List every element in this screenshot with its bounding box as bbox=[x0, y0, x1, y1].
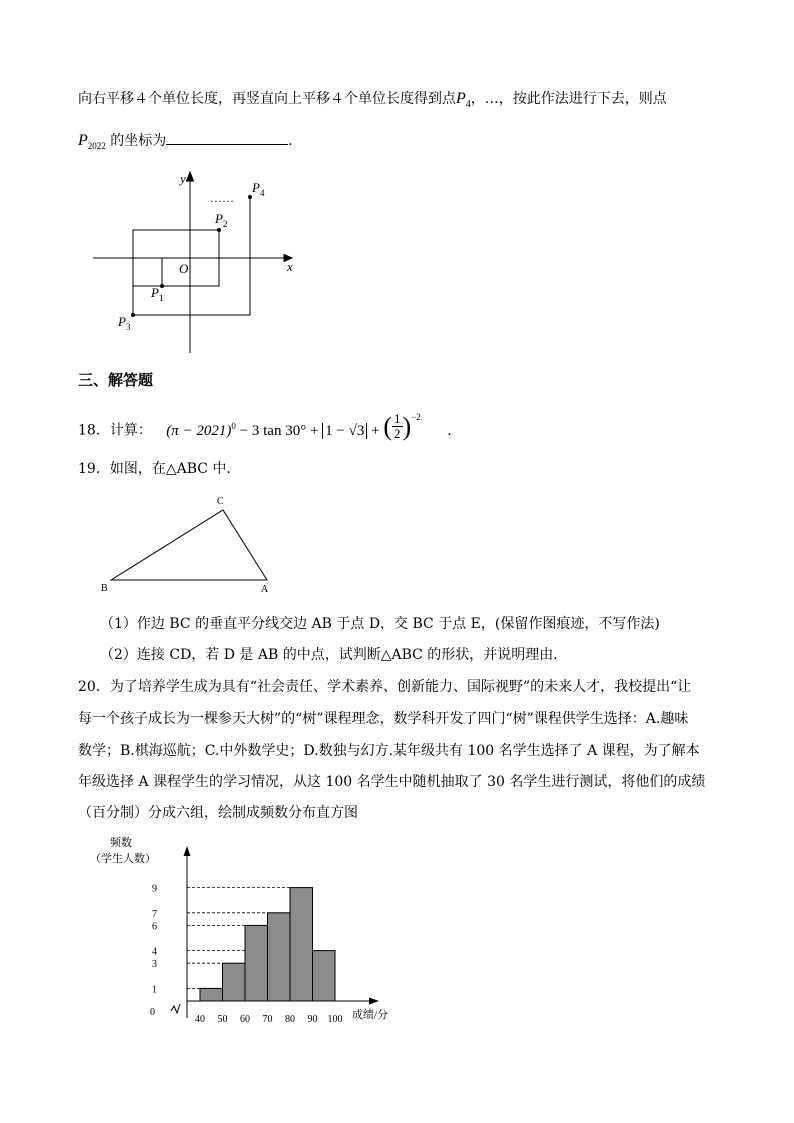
x-tick-label-70: 70 bbox=[262, 1014, 273, 1025]
triangle-figure bbox=[95, 490, 285, 596]
q17-p2022-sub: 2022 bbox=[87, 141, 106, 152]
q17-p4-label: P bbox=[456, 90, 466, 107]
x-tick-label-90: 90 bbox=[307, 1014, 318, 1025]
histogram-bar-60-70 bbox=[245, 925, 268, 1001]
q18-end: ． bbox=[447, 422, 462, 439]
q17-line2-text: 的坐标为 bbox=[110, 133, 167, 149]
axis-label-y: y bbox=[180, 171, 186, 186]
histogram-bar-50-60 bbox=[223, 963, 246, 1001]
q17-line1-text: 向右平移４个单位长度，再竖直向上平移４个单位长度得到点 bbox=[78, 91, 456, 107]
section-title: 三、解答题 bbox=[78, 371, 154, 389]
q20-line4: 年级选择 A 课程学生的学习情况，从这 100 名学生中随机抽取了 30 名学生进行测试，将他们的成绩 bbox=[78, 774, 706, 790]
label-p1-text: P bbox=[151, 285, 159, 300]
x-tick-label-60: 60 bbox=[240, 1014, 250, 1025]
x-tick-label-80: 80 bbox=[285, 1014, 295, 1025]
y-tick-label-7: 7 bbox=[152, 908, 157, 920]
label-p4-text: P bbox=[252, 180, 260, 195]
label-p3-sub: 3 bbox=[125, 322, 131, 332]
q20-line1: 20．为了培养学生成为具有“社会责任、学术素养、创新能力、国际视野”的未来人才，我校提出“让 bbox=[78, 679, 692, 695]
q18-expr-b: − 3 tan 30° + bbox=[235, 422, 323, 439]
label-p4 bbox=[251, 180, 265, 198]
q19-sub1: （1）作边 BC 的垂直平分线交边 AB 于点 D，交 BC 于点 E，(保留作图痕迹，不写作法) bbox=[100, 616, 660, 632]
q17-line2-end: ． bbox=[288, 133, 303, 149]
ylabel-line2: （学生人数） bbox=[90, 853, 156, 865]
q18-label: 18．计算： bbox=[78, 422, 152, 439]
point-p4 bbox=[248, 195, 252, 199]
q17-p4-sub: 4 bbox=[465, 99, 471, 111]
q18-frac-num: 1 bbox=[394, 411, 401, 426]
origin-label: O bbox=[179, 261, 189, 276]
y-axis-arrow bbox=[184, 846, 191, 856]
q18-abs: 1 − √3 bbox=[322, 423, 367, 439]
histogram-bar-70-80 bbox=[268, 913, 291, 1001]
histogram-bar-80-90 bbox=[290, 888, 313, 1001]
xlabel: 成绩/分 bbox=[352, 1009, 389, 1021]
q19-intro: 19．如图，在△ABC 中． bbox=[78, 461, 241, 477]
q17-p2022-label: P bbox=[78, 132, 88, 149]
axis-label-x: x bbox=[287, 259, 293, 274]
axis-break-mark bbox=[171, 1004, 180, 1013]
point-p3 bbox=[131, 313, 135, 317]
histogram-bar-90-100 bbox=[313, 951, 336, 1001]
origin-zero: 0 bbox=[150, 1007, 155, 1018]
frequency-histogram bbox=[90, 832, 420, 1032]
x-axis-arrow bbox=[369, 998, 379, 1005]
y-tick-label-4: 4 bbox=[152, 946, 157, 958]
x-tick-label-40: 40 bbox=[195, 1014, 205, 1025]
coordinate-figure bbox=[85, 165, 310, 360]
q18-paren-right: ) bbox=[402, 411, 412, 441]
q18-plus: + bbox=[367, 422, 384, 439]
continuation-dots: …… bbox=[210, 191, 234, 205]
y-tick-label-3: 3 bbox=[152, 959, 157, 971]
q18-fraction bbox=[392, 412, 403, 441]
q18-expr-a: (π − 2021) bbox=[166, 422, 232, 439]
vertex-a: A bbox=[261, 584, 269, 595]
q17-line1-end: ，…，按此作法进行下去，则点 bbox=[470, 91, 667, 107]
y-axis-arrow bbox=[187, 172, 194, 181]
label-p2-sub: 2 bbox=[222, 219, 228, 229]
q18-expression bbox=[166, 411, 421, 441]
label-p2 bbox=[214, 211, 227, 229]
label-p2-text: P bbox=[215, 211, 223, 226]
histogram-bar-40-50 bbox=[200, 988, 223, 1001]
label-p1-sub: 1 bbox=[158, 293, 164, 303]
vertex-c: C bbox=[217, 496, 224, 507]
answer-blank[interactable] bbox=[166, 130, 288, 145]
q17-p2022 bbox=[78, 132, 106, 152]
point-p1 bbox=[160, 284, 164, 288]
q20-line5: （百分制）分成六组，绘制成频数分布直方图 bbox=[78, 805, 358, 821]
spiral-path bbox=[133, 230, 250, 315]
point-p2 bbox=[217, 228, 221, 232]
q17-line1 bbox=[78, 88, 667, 110]
q18-paren-left: ( bbox=[383, 411, 393, 441]
q17-p4 bbox=[456, 90, 471, 111]
q19-sub2: （2）连接 CD，若 D 是 AB 的中点，试判断△ABC 的形状，并说明理由． bbox=[100, 647, 568, 663]
label-p3 bbox=[117, 314, 131, 332]
q17-line2 bbox=[78, 130, 302, 151]
q18-frac-den: 2 bbox=[394, 426, 401, 441]
triangle-abc bbox=[111, 510, 267, 580]
q18 bbox=[78, 412, 461, 441]
y-tick-label-6: 6 bbox=[152, 921, 157, 933]
q20-line3: 数学；B.棋海巡航；C.中外数学史；D.数独与幻方.某年级共有 100 名学生选择了 A 课程，为了解本 bbox=[78, 743, 700, 759]
label-p3-text: P bbox=[118, 314, 126, 329]
x-tick-label-50: 50 bbox=[217, 1014, 228, 1025]
ylabel-line1: 频数 bbox=[110, 837, 132, 849]
y-tick-label-9: 9 bbox=[152, 883, 157, 895]
q18-fraction-group bbox=[383, 412, 420, 441]
q18-exp0: 0 bbox=[231, 420, 236, 431]
x-tick-label-100: 100 bbox=[327, 1014, 343, 1025]
y-tick-label-1: 1 bbox=[152, 984, 157, 996]
vertex-b: B bbox=[101, 583, 108, 594]
q18-exp-neg2: −2 bbox=[411, 412, 421, 422]
label-p4-sub: 4 bbox=[259, 188, 265, 198]
q20-line2: 每一个孩子成长为一棵参天大树”的“树”课程理念，数学科开发了四门“树”课程供学生选择：A.趣味 bbox=[78, 711, 689, 727]
